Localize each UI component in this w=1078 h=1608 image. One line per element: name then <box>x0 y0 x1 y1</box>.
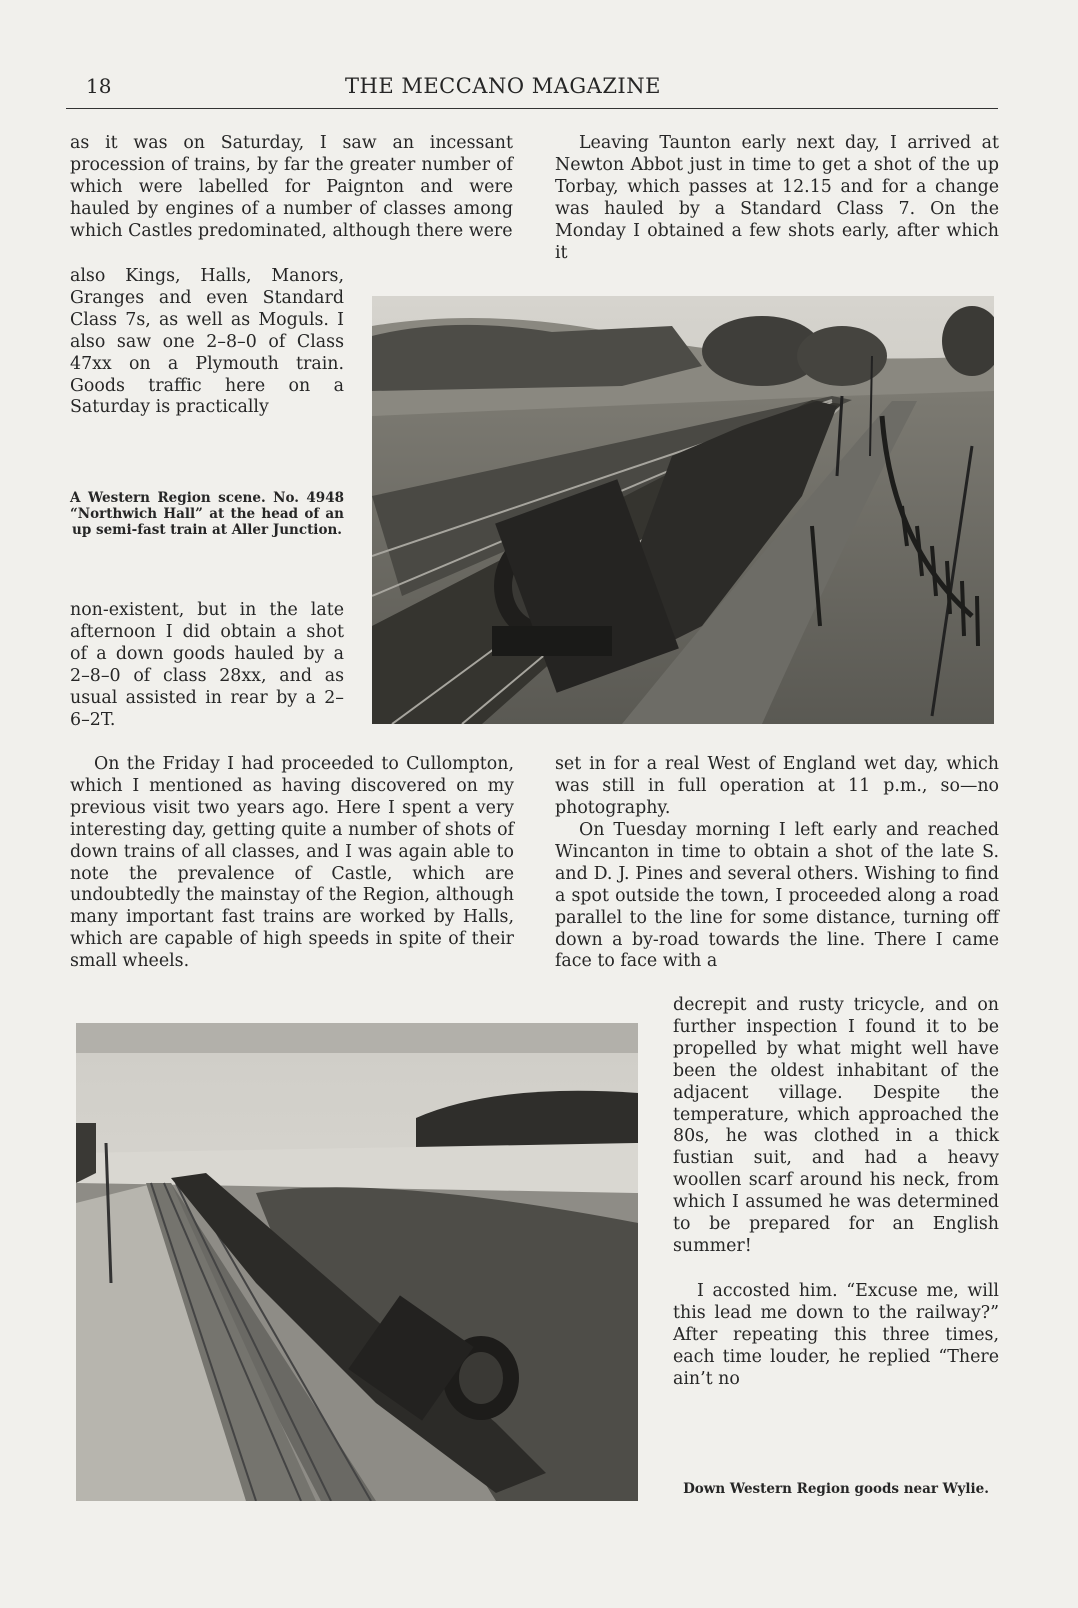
right-paragraph-2: On Tuesday morning I left early and reached Wincanton in time to obtain a shot of the late S. and D. J. Pines and several others. Wishing to find a spot outside the town, I proceeded along a road parallel to the line for some distance, turning off down a by-road towards the line. There I came face to face with a <box>555 820 999 972</box>
left-paragraph-2: On the Friday I had proceeded to Cullompton, which I mentioned as having discovered on my previous visit two years ago. Here I spent a very interesting day, getting quite a number of shots of down trains of all classes, and I was again able to note the prevalence of Castle, which are undoubtedly the mainstay of the Region, although many important fast trains are worked by Halls, which are capable of high speeds in spite of their small wheels. <box>70 754 514 972</box>
page-number: 18 <box>86 74 112 98</box>
photo-northwich-hall <box>372 296 994 724</box>
header-rule <box>66 108 998 109</box>
left-paragraph-narrow: also Kings, Halls, Manors, Granges and even Standard Class 7s, as well as Moguls. I also saw one 2–8–0 of Class 47xx on a Plymouth train. Goods traffic here on a Saturday is practically <box>70 266 344 418</box>
photo2-caption: Down Western Region goods near Wylie. <box>683 1481 989 1497</box>
left-paragraph-top: as it was on Saturday, I saw an incessant procession of trains, by far the greater number of which were labelled for Paignton and were hauled by engines of a number of classes among which Castles predominated, although there were <box>70 133 513 241</box>
right-paragraph-3: I accosted him. “Excuse me, will this lead me down to the railway?” After repeating this three times, each time louder, he replied “There ain’t no <box>673 1281 999 1389</box>
left-paragraph-narrow-cont: non-existent, but in the late afternoon I did obtain a shot of a down goods hauled by a 2–8–0 of class 28xx, and as usual assisted in rear by a 2–6–2T. <box>70 600 344 730</box>
photo1-caption: A Western Region scene. No. 4948 “Northwich Hall” at the head of an up semi-fast train at Aller Junction. <box>70 490 344 539</box>
right-paragraph-top: Leaving Taunton early next day, I arrived at Newton Abbot just in time to get a shot of the up Torbay, which passes at 12.15 and for a change was hauled by a Standard Class 7. On the Monday I obtained a few shots early, after which it <box>555 133 999 263</box>
photo-goods-wylie <box>76 1023 638 1501</box>
magazine-title: THE MECCANO MAGAZINE <box>345 74 661 98</box>
right-paragraph-narrow: decrepit and rusty tricycle, and on further inspection I found it to be propelled by what might well have been the oldest inhabitant of the adjacent village. Despite the temperature, which approached the 80s, he was clothed in a thick fustian suit, and had a heavy woollen scarf around his neck, from which I assumed he was determined to be prepared for an English summer! <box>673 995 999 1256</box>
right-paragraph-cont: set in for a real West of England wet day, which was still in full operation at 11 p.m., so—no photography. <box>555 754 999 818</box>
